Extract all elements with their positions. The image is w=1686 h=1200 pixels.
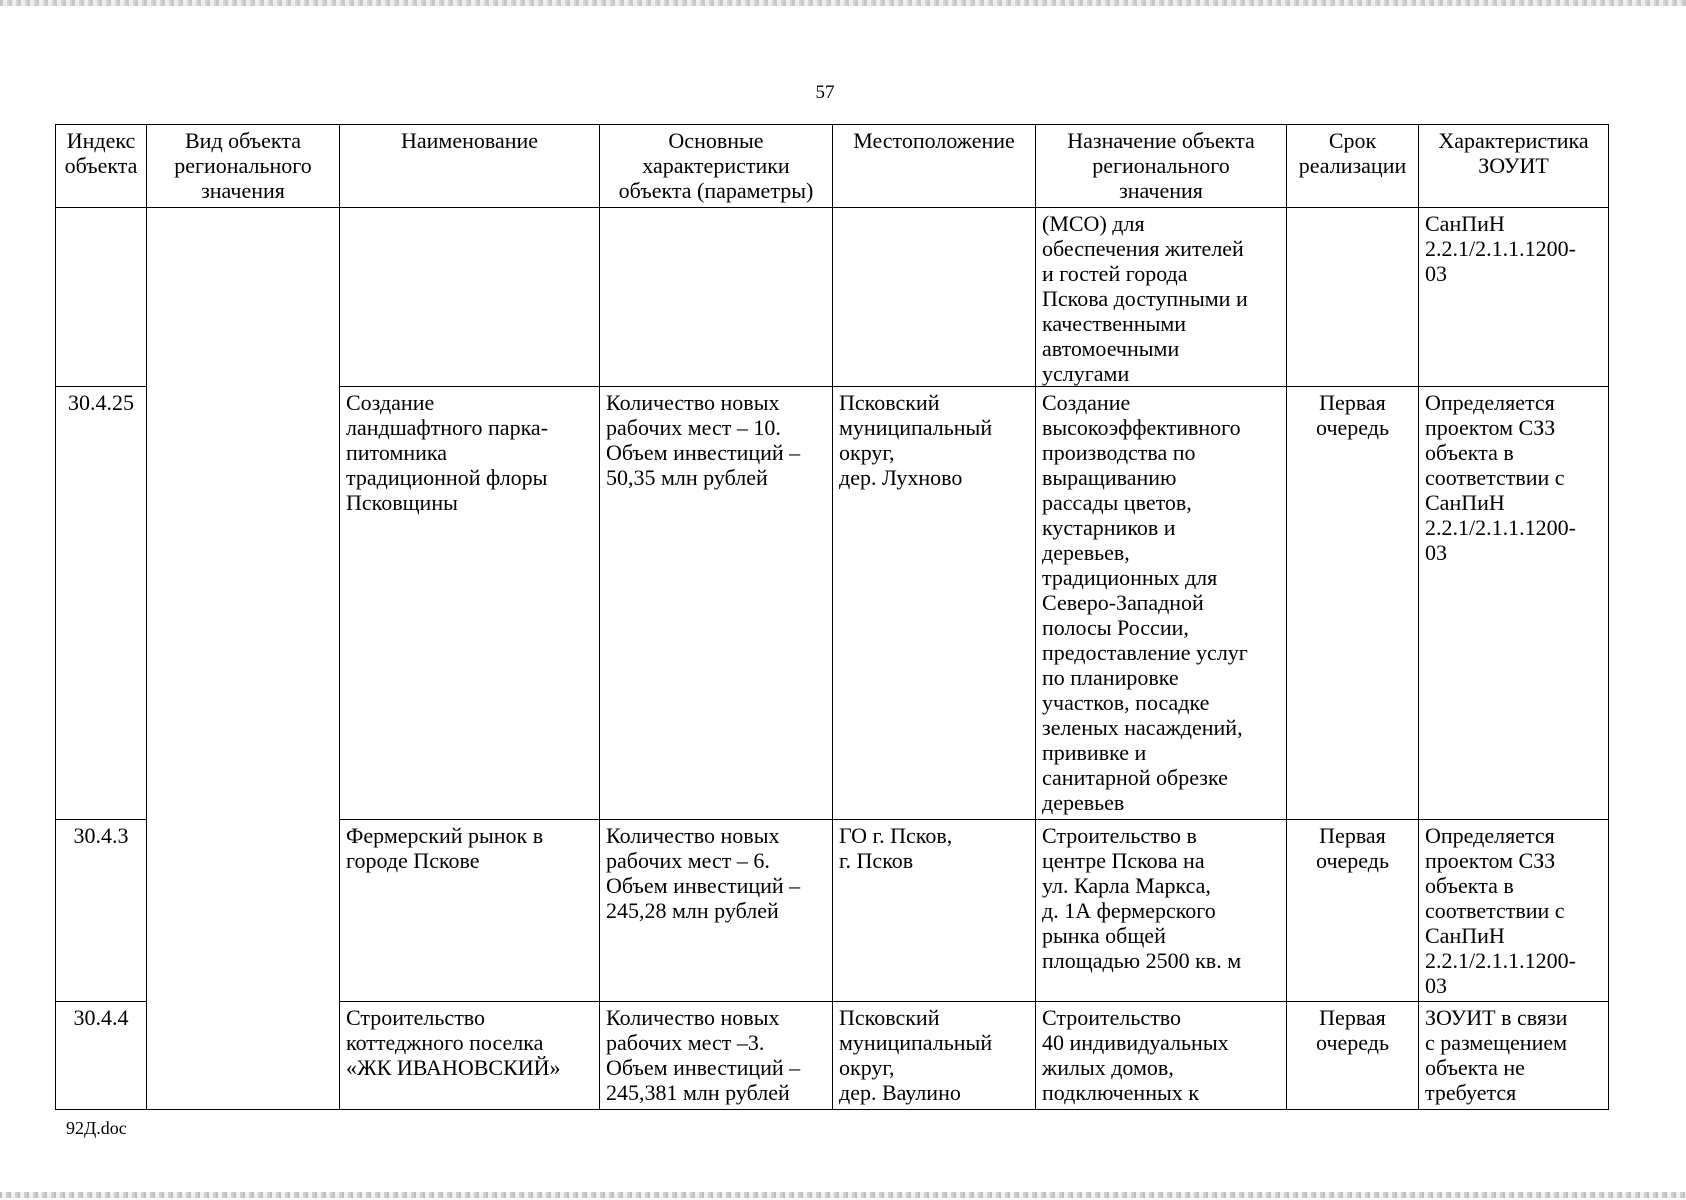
- cell-term: [1287, 208, 1419, 387]
- header-index: Индекс объекта: [56, 125, 147, 208]
- cell-index: [56, 208, 147, 387]
- header-parameters: Основные характеристики объекта (параметры): [600, 125, 833, 208]
- cell-purpose: Строительство 40 индивидуальных жилых домов, подключенных к: [1036, 1002, 1287, 1110]
- cell-parameters: Количество новых рабочих мест –3. Объем инвестиций – 245,381 млн рублей: [600, 1002, 833, 1110]
- cell-name: Создание ландшафтного парка- питомника традиционной флоры Псковщины: [340, 387, 600, 820]
- cell-index: 30.4.25: [56, 387, 147, 820]
- header-object-type: Вид объекта регионального значения: [147, 125, 340, 208]
- header-location: Местоположение: [833, 125, 1036, 208]
- cell-parameters: Количество новых рабочих мест – 10. Объем инвестиций – 50,35 млн рублей: [600, 387, 833, 820]
- table-header-row: [56, 125, 1609, 208]
- header-zouit: Характеристика ЗОУИТ: [1419, 125, 1609, 208]
- cell-index: 30.4.4: [56, 1002, 147, 1110]
- cell-object-type: [147, 208, 340, 1110]
- cell-term: Первая очередь: [1287, 820, 1419, 1002]
- cell-location: [833, 208, 1036, 387]
- cell-purpose: Создание высокоэффективного производства по выращиванию рассады цветов, кустарников и деревьев, традиционных для Северо-Западной полосы России, предоставление услуг по планировке участков, посадке зеленых насаждений, прививке и санитарной обрезке деревьев: [1036, 387, 1287, 820]
- cell-name: Фермерский рынок в городе Пскове: [340, 820, 600, 1002]
- cell-zouit: ЗОУИТ в связи с размещением объекта не требуется: [1419, 1002, 1609, 1110]
- scan-edge-bottom: [0, 1192, 1686, 1198]
- cell-parameters: [600, 208, 833, 387]
- cell-zouit: Определяется проектом СЗЗ объекта в соответствии с СанПиН 2.2.1/2.1.1.1200- 03: [1419, 820, 1609, 1002]
- cell-name: [340, 208, 600, 387]
- page-number: 57: [815, 82, 835, 103]
- cell-location: Псковский муниципальный округ, дер. Лухново: [833, 387, 1036, 820]
- cell-location: Псковский муниципальный округ, дер. Ваулино: [833, 1002, 1036, 1110]
- cell-zouit: СанПиН 2.2.1/2.1.1.1200- 03: [1419, 208, 1609, 387]
- objects-table: [55, 124, 1609, 1110]
- scan-edge-top: [0, 0, 1686, 6]
- footer-filename: 92Д.doc: [66, 1118, 127, 1138]
- header-purpose: Назначение объекта регионального значения: [1036, 125, 1287, 208]
- header-name: Наименование: [340, 125, 600, 208]
- header-term: Срок реализации: [1287, 125, 1419, 208]
- cell-term: Первая очередь: [1287, 1002, 1419, 1110]
- cell-location: ГО г. Псков, г. Псков: [833, 820, 1036, 1002]
- cell-index: 30.4.3: [56, 820, 147, 1002]
- cell-purpose: (МСО) для обеспечения жителей и гостей города Пскова доступными и качественными автомоечными услугами: [1036, 208, 1287, 387]
- cell-name: Строительство коттеджного поселка «ЖК ИВАНОВСКИЙ»: [340, 1002, 600, 1110]
- cell-purpose: Строительство в центре Пскова на ул. Карла Маркса, д. 1А фермерского рынка общей площадью 2500 кв. м: [1036, 820, 1287, 1002]
- cell-zouit: Определяется проектом СЗЗ объекта в соответствии с СанПиН 2.2.1/2.1.1.1200- 03: [1419, 387, 1609, 820]
- cell-term: Первая очередь: [1287, 387, 1419, 820]
- table-row: [56, 208, 1609, 387]
- cell-parameters: Количество новых рабочих мест – 6. Объем инвестиций – 245,28 млн рублей: [600, 820, 833, 1002]
